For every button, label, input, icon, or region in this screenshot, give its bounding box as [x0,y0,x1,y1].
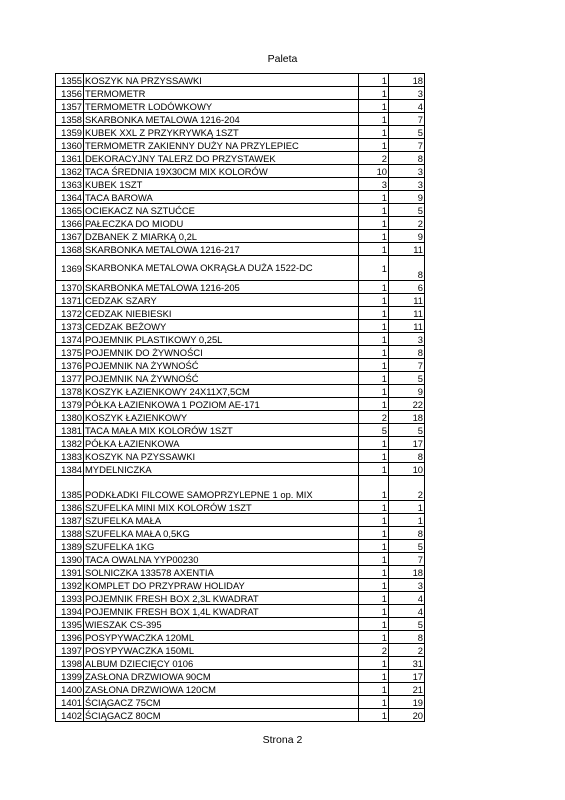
row-number-cell: 1388 [56,527,84,540]
item-name-cell: ALBUM DZIECIĘCY 0106 [84,657,359,670]
item-name-cell: MYDELNICZKA [84,463,359,476]
table-row [56,553,425,566]
quantity-cell: 1 [359,398,389,411]
table-row [56,126,425,139]
pallet-count-cell: 17 [389,437,425,450]
row-number-cell: 1399 [56,670,84,683]
pallet-count-cell: 21 [389,683,425,696]
row-number-cell: 1402 [56,709,84,722]
row-number-cell: 1359 [56,126,84,139]
item-name-cell: ZASŁONA DRZWIOWA 120CM [84,683,359,696]
quantity-cell: 1 [359,243,389,256]
table-row [56,191,425,204]
item-name-cell: SOLNICZKA 133578 AXENTIA [84,566,359,579]
table-row [56,618,425,631]
pallet-count-cell: 5 [389,204,425,217]
row-number-cell: 1365 [56,204,84,217]
item-name-cell: TACA MAŁA MIX KOLORÓW 1SZT [84,424,359,437]
row-number-cell: 1391 [56,566,84,579]
pallet-count-cell: 31 [389,657,425,670]
pallet-count-cell: 4 [389,592,425,605]
row-number-cell: 1363 [56,178,84,191]
table-row [56,100,425,113]
quantity-cell: 1 [359,605,389,618]
table-row [56,359,425,372]
quantity-cell: 1 [359,139,389,152]
row-number-cell: 1367 [56,230,84,243]
row-number-cell: 1357 [56,100,84,113]
quantity-cell: 1 [359,256,389,281]
row-number-cell: 1361 [56,152,84,165]
pallet-count-cell: 9 [389,385,425,398]
table-row [56,463,425,476]
table-row [56,256,425,281]
quantity-cell: 1 [359,217,389,230]
row-number-cell: 1381 [56,424,84,437]
pallet-count-cell: 18 [389,566,425,579]
inventory-table [55,73,425,722]
pallet-count-cell: 18 [389,74,425,87]
item-name-cell: PAŁECZKA DO MIODU [84,217,359,230]
item-name-cell: TERMOMETR LODÓWKOWY [84,100,359,113]
pallet-count-cell: 7 [389,139,425,152]
table-row [56,74,425,87]
table-row [56,346,425,359]
row-number-cell: 1369 [56,256,84,281]
row-number-cell: 1378 [56,385,84,398]
row-number-cell: 1376 [56,359,84,372]
quantity-cell: 1 [359,657,389,670]
row-number-cell: 1401 [56,696,84,709]
item-name-cell: KOSZYK NA PZYSSAWKI [84,450,359,463]
row-number-cell: 1370 [56,281,84,294]
table-row [56,437,425,450]
row-number-cell: 1395 [56,618,84,631]
pallet-count-cell: 4 [389,100,425,113]
quantity-cell: 1 [359,553,389,566]
item-name-cell: CEDZAK NIEBIESKI [84,307,359,320]
quantity-cell: 1 [359,204,389,217]
quantity-cell: 1 [359,527,389,540]
item-name-cell: SKARBONKA METALOWA 1216-217 [84,243,359,256]
table-row [56,217,425,230]
pallet-count-cell: 5 [389,540,425,553]
table-row [56,670,425,683]
pallet-count-cell: 7 [389,553,425,566]
row-number-cell: 1356 [56,87,84,100]
item-name-cell: PODKŁADKI FILCOWE SAMOPRZYLEPNE 1 op. MIX [84,476,359,501]
table-row [56,230,425,243]
quantity-cell: 1 [359,230,389,243]
quantity-cell: 10 [359,165,389,178]
item-name-cell: OCIEKACZ NA SZTUĆCE [84,204,359,217]
table-row [56,320,425,333]
quantity-cell: 1 [359,307,389,320]
pallet-count-cell: 1 [389,514,425,527]
pallet-count-cell: 11 [389,307,425,320]
row-number-cell: 1387 [56,514,84,527]
row-number-cell: 1390 [56,553,84,566]
quantity-cell: 1 [359,294,389,307]
quantity-cell: 1 [359,476,389,501]
quantity-cell: 1 [359,333,389,346]
pallet-count-cell: 3 [389,165,425,178]
row-number-cell: 1393 [56,592,84,605]
row-number-cell: 1385 [56,476,84,501]
pallet-count-cell: 17 [389,670,425,683]
row-number-cell: 1362 [56,165,84,178]
quantity-cell: 1 [359,74,389,87]
pallet-count-cell: 11 [389,320,425,333]
pallet-count-cell: 11 [389,294,425,307]
item-name-cell: TERMOMETR ZAKIENNY DUŻY NA PRZYLEPIEC [84,139,359,152]
row-number-cell: 1360 [56,139,84,152]
pallet-count-cell: 11 [389,243,425,256]
table-row [56,709,425,722]
pallet-count-cell: 5 [389,424,425,437]
table-row [56,87,425,100]
pallet-count-cell: 2 [389,217,425,230]
quantity-cell: 5 [359,424,389,437]
table-row [56,139,425,152]
item-name-cell: POSYPYWACZKA 150ML [84,644,359,657]
item-name-cell: ŚCIĄGACZ 80CM [84,709,359,722]
row-number-cell: 1371 [56,294,84,307]
quantity-cell: 3 [359,178,389,191]
row-number-cell: 1398 [56,657,84,670]
row-number-cell: 1355 [56,74,84,87]
pallet-count-cell: 8 [389,631,425,644]
item-name-cell: WIESZAK CS-395 [84,618,359,631]
item-name-cell: KUBEK 1SZT [84,178,359,191]
item-name-cell: POSYPYWACZKA 120ML [84,631,359,644]
quantity-cell: 1 [359,631,389,644]
item-name-cell: TACA ŚREDNIA 19X30CM MIX KOLORÓW [84,165,359,178]
quantity-cell: 1 [359,126,389,139]
row-number-cell: 1396 [56,631,84,644]
row-number-cell: 1377 [56,372,84,385]
item-name-cell: SZUFELKA 1KG [84,540,359,553]
pallet-count-cell: 8 [389,527,425,540]
pallet-count-cell: 6 [389,281,425,294]
quantity-cell: 1 [359,450,389,463]
pallet-count-cell: 3 [389,333,425,346]
quantity-cell: 1 [359,618,389,631]
table-row [56,243,425,256]
table-row [56,372,425,385]
quantity-cell: 1 [359,670,389,683]
item-name-cell: POJEMNIK NA ŻYWNOŚĆ [84,359,359,372]
row-number-cell: 1400 [56,683,84,696]
pallet-count-cell: 9 [389,230,425,243]
table-row [56,527,425,540]
table-row [56,424,425,437]
table-row [56,281,425,294]
quantity-cell: 2 [359,152,389,165]
table-row [56,294,425,307]
row-number-cell: 1383 [56,450,84,463]
item-name-cell: POJEMNIK FRESH BOX 1,4L KWADRAT [84,605,359,618]
table-row [56,411,425,424]
item-name-cell: POJEMNIK PLASTIKOWY 0,25L [84,333,359,346]
table-row [56,450,425,463]
pallet-count-cell: 3 [389,178,425,191]
pallet-count-cell: 8 [389,450,425,463]
item-name-cell: POJEMNIK NA ŻYWNOŚĆ [84,372,359,385]
quantity-cell: 1 [359,372,389,385]
item-name-cell: CEDZAK BEŻOWY [84,320,359,333]
row-number-cell: 1366 [56,217,84,230]
quantity-cell: 1 [359,191,389,204]
pallet-count-cell: 19 [389,696,425,709]
row-number-cell: 1384 [56,463,84,476]
quantity-cell: 2 [359,644,389,657]
row-number-cell: 1372 [56,307,84,320]
quantity-cell: 1 [359,579,389,592]
quantity-cell: 1 [359,514,389,527]
quantity-cell: 1 [359,566,389,579]
table-row [56,644,425,657]
item-name-cell: KOSZYK ŁAZIENKOWY [84,411,359,424]
item-name-cell: ŚCIĄGACZ 75CM [84,696,359,709]
row-number-cell: 1380 [56,411,84,424]
pallet-count-cell: 5 [389,372,425,385]
item-name-cell: PÓŁKA ŁAZIENKOWA [84,437,359,450]
table-row [56,398,425,411]
item-name-cell: SKARBONKA METALOWA OKRĄGŁA DUŻA 1522-DC [84,256,359,281]
pallet-count-cell: 2 [389,476,425,501]
pallet-count-cell: 1 [389,501,425,514]
quantity-cell: 1 [359,683,389,696]
table-row [56,605,425,618]
table-row [56,501,425,514]
pallet-count-cell: 3 [389,87,425,100]
row-number-cell: 1373 [56,320,84,333]
item-name-cell: DEKORACYJNY TALERZ DO PRZYSTAWEK [84,152,359,165]
pallet-count-cell: 8 [389,152,425,165]
row-number-cell: 1364 [56,191,84,204]
pallet-count-cell: 18 [389,411,425,424]
quantity-cell: 1 [359,463,389,476]
item-name-cell: SZUFELKA MAŁA 0,5KG [84,527,359,540]
inventory-table-body [56,74,425,722]
table-row [56,204,425,217]
page-number: Strona 2 [262,734,303,746]
quantity-cell: 1 [359,100,389,113]
pallet-count-cell: 8 [389,256,425,281]
quantity-cell: 1 [359,437,389,450]
pallet-count-cell: 3 [389,579,425,592]
table-row [56,113,425,126]
table-row [56,476,425,501]
quantity-cell: 1 [359,709,389,722]
row-number-cell: 1392 [56,579,84,592]
pallet-count-cell: 20 [389,709,425,722]
row-number-cell: 1375 [56,346,84,359]
table-row [56,178,425,191]
pallet-count-cell: 9 [389,191,425,204]
item-name-cell: KOSZYK NA PRZYSSAWKI [84,74,359,87]
row-number-cell: 1394 [56,605,84,618]
quantity-cell: 1 [359,359,389,372]
table-row [56,385,425,398]
table-row [56,333,425,346]
quantity-cell: 1 [359,320,389,333]
table-row [56,165,425,178]
quantity-cell: 1 [359,87,389,100]
quantity-cell: 1 [359,696,389,709]
pallet-count-cell: 5 [389,126,425,139]
item-name-cell: SZUFELKA MAŁA [84,514,359,527]
table-row [56,566,425,579]
row-number-cell: 1374 [56,333,84,346]
table-row [56,540,425,553]
row-number-cell: 1397 [56,644,84,657]
table-row [56,307,425,320]
item-name-cell: KOSZYK ŁAZIENKOWY 24X11X7,5CM [84,385,359,398]
table-row [56,152,425,165]
pallet-count-cell: 22 [389,398,425,411]
quantity-cell: 2 [359,411,389,424]
pallet-count-cell: 5 [389,618,425,631]
quantity-cell: 1 [359,346,389,359]
item-name-cell: DZBANEK Z MIARKĄ 0,2L [84,230,359,243]
pallet-count-cell: 7 [389,113,425,126]
table-row [56,631,425,644]
item-name-cell: CEDZAK SZARY [84,294,359,307]
item-name-cell: TACA BAROWA [84,191,359,204]
pallet-count-cell: 2 [389,644,425,657]
row-number-cell: 1368 [56,243,84,256]
pallet-count-cell: 7 [389,359,425,372]
page-header-title: Paleta [267,53,298,65]
item-name-cell: ZASŁONA DRZWIOWA 90CM [84,670,359,683]
quantity-cell: 1 [359,281,389,294]
table-row [56,514,425,527]
row-number-cell: 1358 [56,113,84,126]
pallet-count-cell: 8 [389,346,425,359]
quantity-cell: 1 [359,540,389,553]
item-name-cell: KOMPLET DO PRZYPRAW HOLIDAY [84,579,359,592]
quantity-cell: 1 [359,592,389,605]
item-name-cell: TERMOMETR [84,87,359,100]
quantity-cell: 1 [359,501,389,514]
table-row [56,657,425,670]
item-name-cell: SKARBONKA METALOWA 1216-205 [84,281,359,294]
pallet-count-cell: 4 [389,605,425,618]
item-name-cell: TACA OWALNA YYP00230 [84,553,359,566]
item-name-cell: KUBEK XXL Z PRZYKRYWKĄ 1SZT [84,126,359,139]
table-row [56,683,425,696]
table-row [56,696,425,709]
table-row [56,579,425,592]
item-name-cell: POJEMNIK DO ŻYWNOŚCI [84,346,359,359]
row-number-cell: 1386 [56,501,84,514]
item-name-cell: SKARBONKA METALOWA 1216-204 [84,113,359,126]
quantity-cell: 1 [359,385,389,398]
quantity-cell: 1 [359,113,389,126]
table-row [56,592,425,605]
row-number-cell: 1382 [56,437,84,450]
item-name-cell: PÓŁKA ŁAZIENKOWA 1 POZIOM AE-171 [84,398,359,411]
row-number-cell: 1379 [56,398,84,411]
item-name-cell: SZUFELKA MINI MIX KOLORÓW 1SZT [84,501,359,514]
item-name-cell: POJEMNIK FRESH BOX 2,3L KWADRAT [84,592,359,605]
row-number-cell: 1389 [56,540,84,553]
pallet-count-cell: 10 [389,463,425,476]
